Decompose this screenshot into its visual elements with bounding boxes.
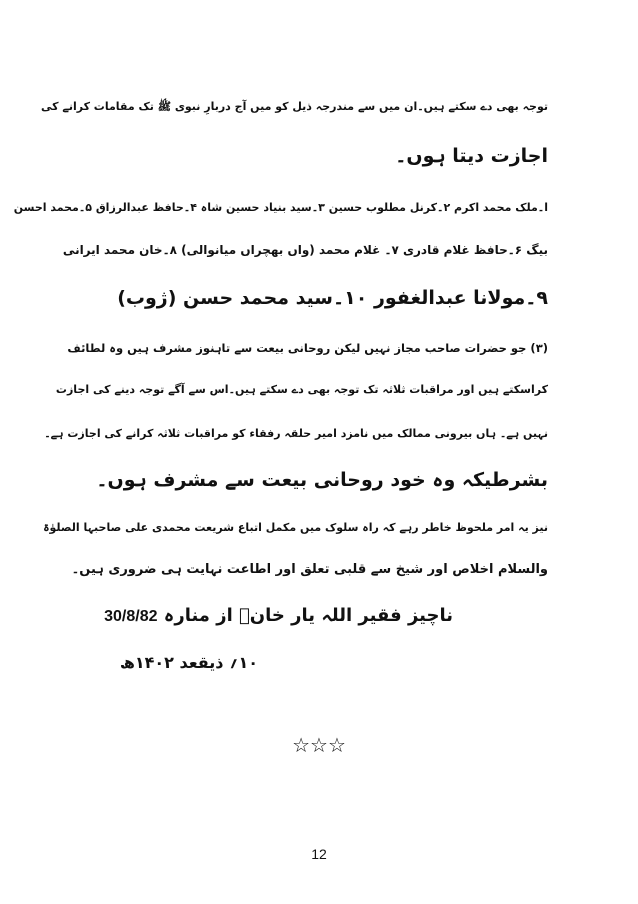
signature-date: 30/8/82 xyxy=(104,608,158,625)
text-line-1: توجہ بھی دے سکتے ہیں۔ان میں سے مندرجہ ذیل کو میں آج دربارِ نبوی ﷺ تک مقامات کرانے کی xyxy=(41,100,548,113)
hijri-date: ۱۰؍ ذیقعد ۱۴۰۲ھ xyxy=(119,653,258,672)
text-line-8: نہیں ہے۔ ہاں بیرونی ممالک میں نامزد امیر حلقہ رفقاء کو مراقبات ثلاثہ کرانے کی اجازت ہے۔ xyxy=(44,427,548,440)
signature-line xyxy=(104,602,453,631)
text-line-5: ۹۔مولانا عبدالغفور ۱۰۔سید محمد حسن (ژوب) xyxy=(117,287,548,309)
text-line-2: اجازت دیتا ہوں۔ xyxy=(395,145,548,167)
signature-text: ناچیز فقیر اللہ یار خانؒ از منارہ xyxy=(163,605,453,626)
text-line-3: ا۔ملک محمد اکرم ۲۔کرنل مطلوب حسین ۳۔سید بنیاد حسین شاہ ۴۔حافظ عبدالرزاق ۵۔محمد احسن xyxy=(13,201,548,214)
text-line-4: بیگ ۶۔حافظ غلام قادری ۷۔ غلام محمد (واں بھچراں میانوالی) ۸۔خان محمد ایرانی xyxy=(62,243,548,257)
text-line-11: والسلام اخلاص اور شیخ سے قلبی تعلق اور اطاعت نہایت ہی ضروری ہیں۔ xyxy=(71,562,548,577)
text-line-9: بشرطیکہ وہ خود روحانی بیعت سے مشرف ہوں۔ xyxy=(96,469,548,491)
star-separator: ☆☆☆ xyxy=(292,733,346,757)
text-line-10: نیز یہ امر ملحوظ خاطر رہے کہ راہ سلوک میں مکمل اتباع شریعت محمدی علی صاحبہا الصلوٰۃ xyxy=(43,521,548,534)
text-line-7: کراسکتے ہیں اور مراقبات ثلاثہ تک توجہ بھی دے سکتے ہیں۔اس سے آگے توجہ دینے کی اجازت xyxy=(55,383,548,396)
page-number: 12 xyxy=(311,846,327,862)
text-line-6: (۳) جو حضرات صاحب مجاز نہیں لیکن روحانی بیعت سے تاہنوز مشرف ہیں وہ لطائف xyxy=(67,341,548,355)
